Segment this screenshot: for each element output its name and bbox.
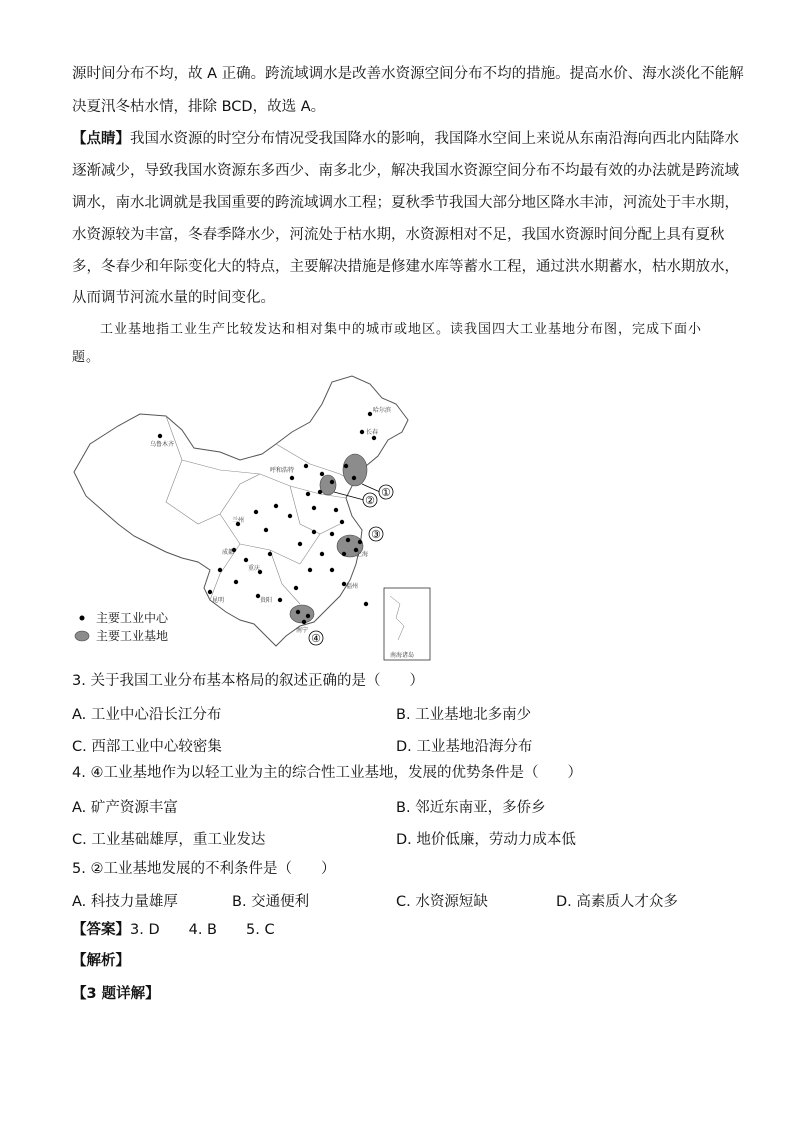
- map-svg: [70, 374, 434, 664]
- legend-base-swatch: [75, 631, 89, 641]
- industrial-base-1: [343, 454, 367, 486]
- china-outline: [74, 376, 408, 646]
- text-line: 我国水资源的时空分布情况受我国降水的影响，我国降水空间上来说从东南沿海向西北内陆降水: [130, 131, 739, 147]
- marker-1: ①: [381, 486, 391, 499]
- q5-option-c: C. 水资源短缺: [396, 894, 488, 910]
- q4-option-a: A. 矿产资源丰富: [72, 800, 178, 816]
- inset-label: 南海诸岛: [390, 652, 415, 659]
- china-industrial-base-map: [70, 374, 434, 664]
- marker-2: ②: [365, 494, 375, 507]
- province-borders: [166, 416, 354, 604]
- svg-text:成都: 成都: [222, 549, 235, 556]
- answer-tag: 【答案】: [72, 922, 130, 938]
- svg-text:兰州: 兰州: [232, 517, 245, 524]
- svg-text:长春: 长春: [366, 429, 379, 436]
- marker-3: ③: [371, 528, 381, 541]
- legend-dot: [80, 616, 85, 621]
- industrial-base-4: [290, 605, 314, 623]
- svg-text:哈尔滨: 哈尔滨: [373, 407, 392, 414]
- south-china-sea-inset: [384, 588, 430, 660]
- text-line: 调水，南水北调就是我国重要的跨流域调水工程；夏秋季节我国大部分地区降水丰沛，河流处于丰水期，: [72, 195, 739, 211]
- q3-option-c: C. 西部工业中心较密集: [72, 739, 222, 755]
- detail-tag: 【3 题详解】: [72, 986, 160, 1002]
- text-line: 逐渐减少，导致我国水资源东多西少、南多北少，解决我国水资源空间分布不均最有效的办法就是跨流域: [72, 163, 739, 179]
- q4-option-c: C. 工业基础雄厚，重工业发达: [72, 832, 266, 848]
- text-line: 多，冬春少和年际变化大的特点，主要解决措施是修建水库等蓄水工程，通过洪水期蓄水，枯水期放水，: [72, 259, 739, 275]
- q4-option-b: B. 邻近东南亚，多侨乡: [396, 800, 546, 816]
- answer-line: [72, 919, 275, 941]
- q5-option-d: D. 高素质人才众多: [556, 894, 678, 910]
- text-line: 水资源较为丰富，冬春季降水少，河流处于枯水期，水资源相对不足，我国水资源时间分配上具有夏秋: [72, 227, 725, 243]
- svg-text:昆明: 昆明: [212, 597, 225, 604]
- svg-text:上海: 上海: [356, 551, 369, 558]
- text-line: 源时间分布不均，故 A 正确。跨流域调水是改善水资源空间分布不均的措施。提高水价、海水淡化不能解: [72, 66, 744, 82]
- legend-base: 主要工业基地: [96, 629, 169, 643]
- svg-text:乌鲁木齐: 乌鲁木齐: [150, 441, 175, 448]
- dianjing-tag: 【点睛】: [72, 131, 130, 147]
- answer-values: 3. D 4. B 5. C: [130, 922, 275, 938]
- intro-line: 工业基地指工业生产比较发达和相对集中的城市或地区。读我国四大工业基地分布图，完成下面小: [100, 322, 703, 337]
- q3-option-a: A. 工业中心沿长江分布: [72, 707, 222, 723]
- q5-stem: 5. ②工业基地发展的不利条件是（ ）: [72, 861, 336, 877]
- industrial-base-2: [320, 475, 336, 495]
- text-line: 从而调节河流水量的时间变化。: [72, 290, 275, 306]
- q4-option-d: D. 地价低廉，劳动力成本低: [396, 832, 576, 848]
- svg-text:福州: 福州: [346, 583, 359, 590]
- svg-text:呼和浩特: 呼和浩特: [270, 467, 295, 474]
- marker-labels: [309, 484, 393, 645]
- marker-4: ④: [311, 632, 321, 645]
- intro-line: 题。: [72, 350, 101, 365]
- q3-option-b: B. 工业基地北多南少: [396, 707, 532, 723]
- legend-center: 主要工业中心: [96, 611, 169, 625]
- q3-stem: 3. 关于我国工业分布基本格局的叙述正确的是（ ）: [72, 673, 424, 689]
- analysis-tag: 【解析】: [72, 953, 130, 969]
- svg-text:贵阳: 贵阳: [260, 597, 273, 604]
- q4-stem: 4. ④工业基地作为以轻工业为主的综合性工业基地，发展的优势条件是（ ）: [72, 765, 582, 781]
- text-line: 决夏汛冬枯水情，排除 BCD，故选 A。: [72, 99, 326, 115]
- q5-option-a: A. 科技力量雄厚: [72, 894, 178, 910]
- q5-option-b: B. 交通便利: [232, 894, 310, 910]
- svg-text:南宁: 南宁: [296, 627, 309, 634]
- q3-option-d: D. 工业基地沿海分布: [396, 739, 533, 755]
- svg-text:重庆: 重庆: [248, 565, 261, 572]
